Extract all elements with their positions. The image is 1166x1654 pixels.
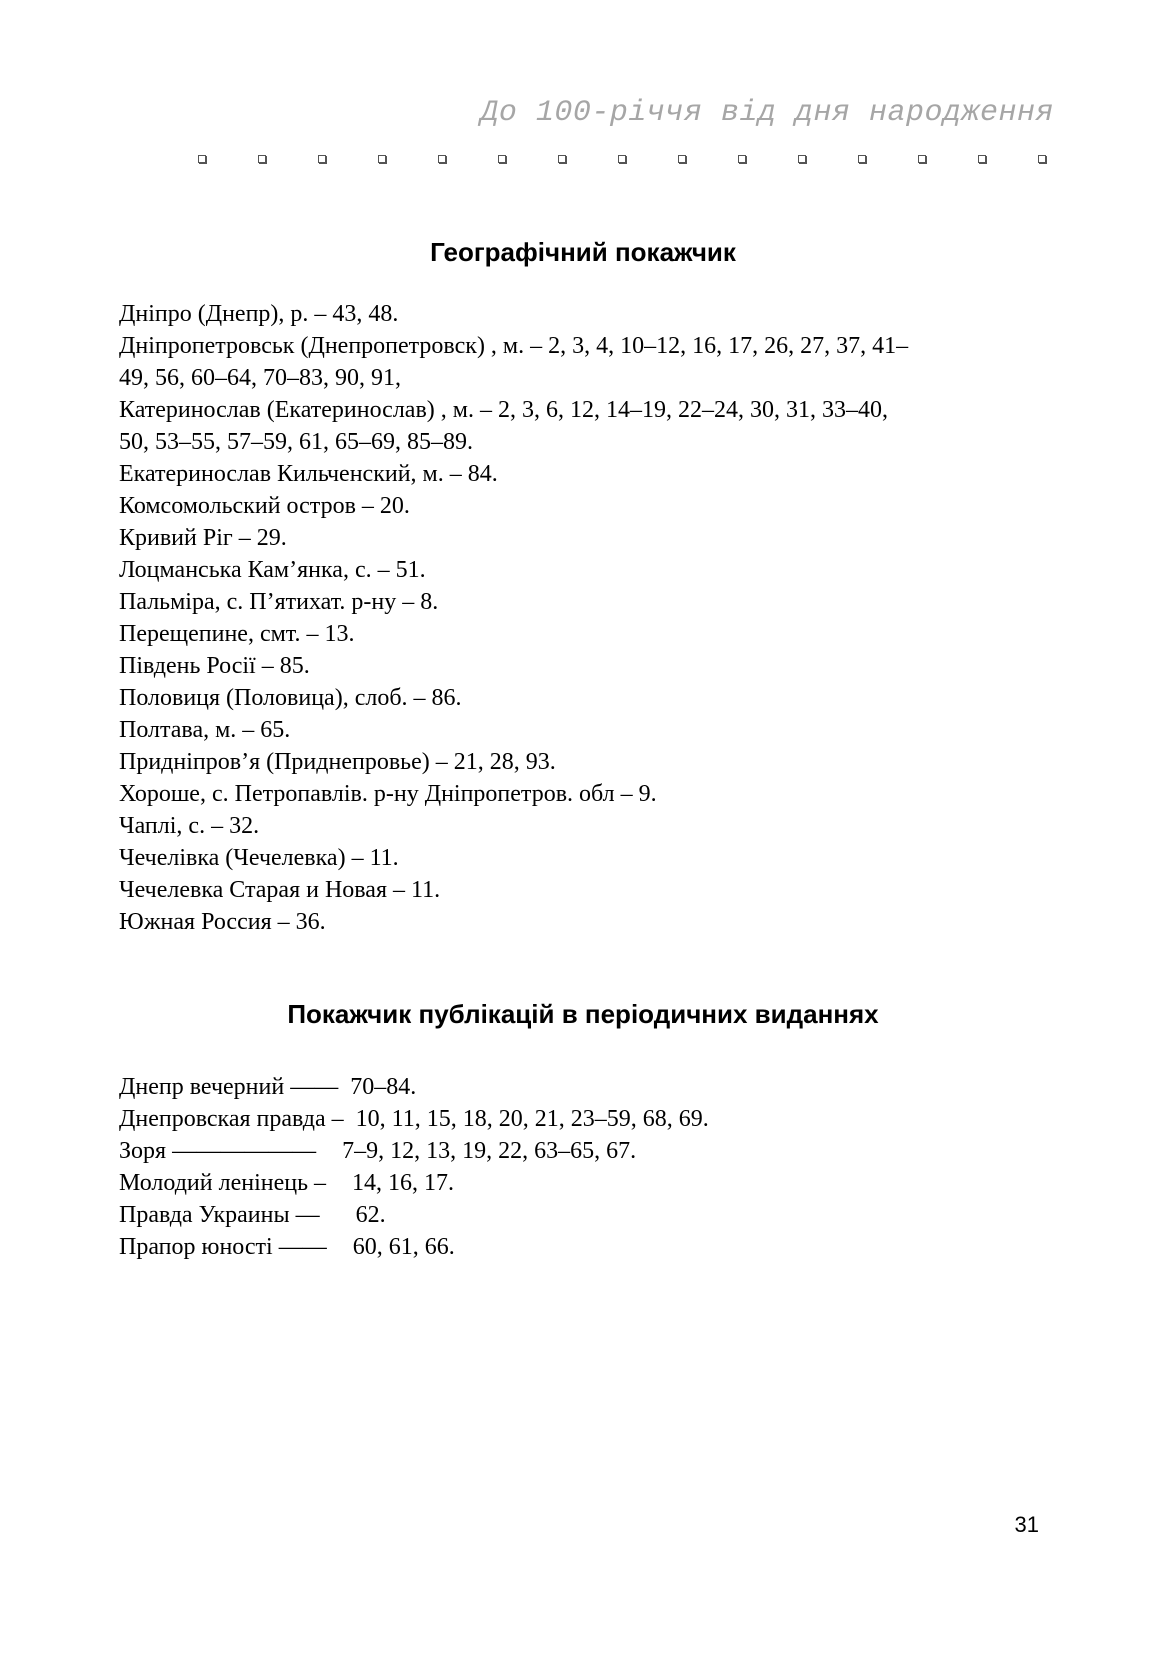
- geo-line: Чаплі, с. – 32.: [119, 813, 260, 839]
- page-number: 31: [1014, 1512, 1039, 1537]
- ornament-box: [558, 155, 566, 163]
- geographic-index-list: [119, 298, 1039, 938]
- geo-line: 50, 53–55, 57–59, 61, 65–69, 85–89.: [119, 429, 473, 455]
- decorative-box-row: [198, 155, 1046, 163]
- geo-line: Чечелевка Старая и Новая – 11.: [119, 877, 441, 903]
- geo-line: Дніпро (Днепр), р. – 43, 48.: [119, 301, 399, 327]
- ornament-box: [378, 155, 386, 163]
- ornament-box: [858, 155, 866, 163]
- ornament-box: [918, 155, 926, 163]
- geo-line: Катеринослав (Екатеринослав) , м. – 2, 3, 6, 12, 14–19, 22–24, 30, 31, 33–40,: [119, 397, 888, 423]
- periodical-pages: 60, 61, 66.: [352, 1234, 455, 1260]
- geo-line: Комсомольский остров – 20.: [119, 493, 410, 519]
- periodical-name: Днепр вечерний ——: [119, 1074, 339, 1100]
- geo-line: 49, 56, 60–64, 70–83, 90, 91,: [119, 365, 401, 391]
- geo-line: Перещепине, смт. – 13.: [119, 621, 355, 647]
- geo-line: Кривий Ріг – 29.: [119, 525, 287, 551]
- periodical-pages: 7–9, 12, 13, 19, 22, 63–65, 67.: [342, 1138, 637, 1164]
- geo-line: Половиця (Половица), слоб. – 86.: [119, 685, 462, 711]
- periodical-pages: 10, 11, 15, 18, 20, 21, 23–59, 68, 69.: [355, 1106, 709, 1132]
- geo-line: Лоцманська Кам’янка, с. – 51.: [119, 557, 426, 583]
- periodical-name: Молодий ленінець –: [119, 1170, 327, 1196]
- geo-line: Полтава, м. – 65.: [119, 717, 291, 743]
- geo-line: Екатеринослав Кильченский, м. – 84.: [119, 461, 498, 487]
- ornament-box: [1038, 155, 1046, 163]
- ornament-box: [438, 155, 446, 163]
- geo-line: Дніпропетровськ (Днепропетровск) , м. – 2, 3, 4, 10–12, 16, 17, 26, 27, 37, 41–: [119, 333, 909, 359]
- ornament-box: [318, 155, 326, 163]
- geo-line: Чечелівка (Чечелевка) – 11.: [119, 845, 399, 871]
- periodical-pages: 62.: [355, 1202, 386, 1228]
- ornament-box: [738, 155, 746, 163]
- periodical-entry: [119, 1167, 1039, 1199]
- periodical-entry: [119, 1231, 1039, 1263]
- geographic-index-title: Географічний покажчик: [430, 237, 736, 267]
- periodical-name: Зоря ——————: [119, 1138, 317, 1164]
- periodical-entry: [119, 1071, 1039, 1103]
- ornament-box: [258, 155, 266, 163]
- periodicals-index-list: [119, 1071, 1039, 1263]
- ornament-box: [978, 155, 986, 163]
- geo-line: Придніпров’я (Приднепровье) – 21, 28, 93.: [119, 749, 556, 775]
- running-title: До 100-річчя від дня народження: [480, 96, 1054, 130]
- geo-line: Південь Росії – 85.: [119, 653, 310, 679]
- ornament-box: [678, 155, 686, 163]
- geo-line: Пальміра, с. П’ятихат. р-ну – 8.: [119, 589, 439, 615]
- ornament-box: [798, 155, 806, 163]
- periodical-entry: [119, 1135, 1039, 1167]
- ornament-box: [618, 155, 626, 163]
- ornament-box: [198, 155, 206, 163]
- periodical-name: Днепровская правда –: [119, 1106, 344, 1132]
- periodicals-index-title: Покажчик публікацій в періодичних виданнях: [287, 999, 879, 1029]
- periodical-pages: 14, 16, 17.: [352, 1170, 455, 1196]
- periodical-pages: 70–84.: [350, 1074, 417, 1100]
- periodical-name: Правда Украины —: [119, 1202, 320, 1228]
- ornament-box: [498, 155, 506, 163]
- periodical-entry: [119, 1199, 1039, 1231]
- periodical-entry: [119, 1103, 1039, 1135]
- geo-line: Южная Россия – 36.: [119, 909, 326, 935]
- geo-line: Хороше, с. Петропавлів. р-ну Дніпропетров. обл – 9.: [119, 781, 657, 807]
- periodical-name: Прапор юності ——: [119, 1234, 327, 1260]
